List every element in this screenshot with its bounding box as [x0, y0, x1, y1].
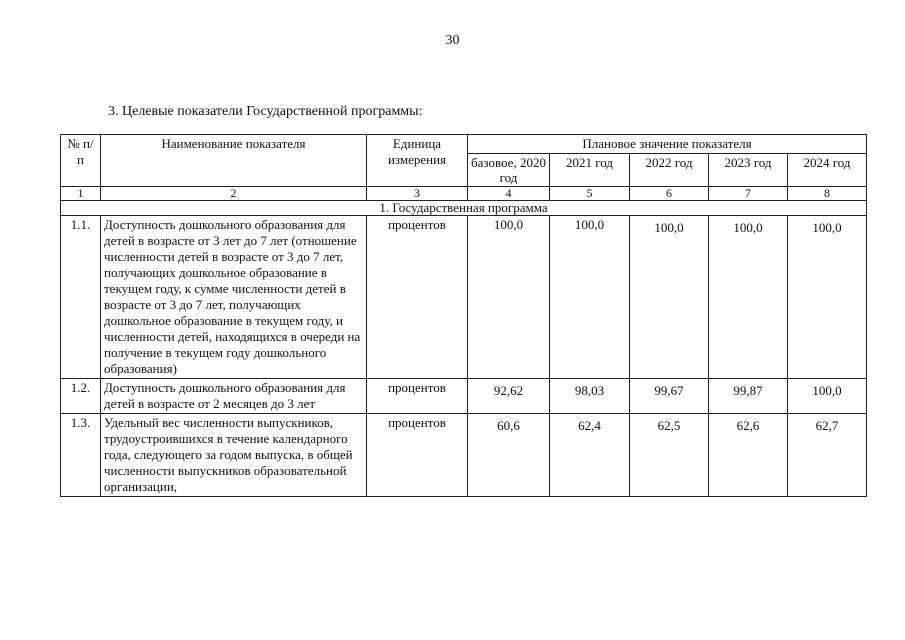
table-row — [61, 414, 867, 497]
group-row — [61, 201, 867, 216]
table-row — [61, 216, 867, 379]
row-value-base: 92,62 — [468, 379, 550, 414]
column-number: 2 — [101, 187, 367, 201]
row-unit: процентов — [367, 379, 468, 414]
header-planned: Плановое значение показателя — [468, 135, 867, 154]
column-number: 5 — [550, 187, 630, 201]
row-name: Доступность дошкольного образования для детей в возрасте от 2 месяцев до 3 лет — [101, 379, 367, 414]
row-value-2022: 100,0 — [630, 216, 709, 379]
row-value-2024: 100,0 — [788, 216, 867, 379]
row-value-2024: 62,7 — [788, 414, 867, 497]
row-num: 1.2. — [61, 379, 101, 414]
column-number-row — [61, 187, 867, 201]
row-name: Удельный вес численности выпускников, трудоустроившихся в течение календарного года, следующего за годом выпуска, в общей численности выпускников образовательной организации, — [101, 414, 367, 497]
header-row-1 — [61, 135, 867, 154]
row-value-2022: 62,5 — [630, 414, 709, 497]
header-num: № п/п — [61, 135, 101, 187]
column-number: 4 — [468, 187, 550, 201]
row-value-2023: 99,87 — [709, 379, 788, 414]
row-value-2021: 98,03 — [550, 379, 630, 414]
row-value-2023: 62,6 — [709, 414, 788, 497]
column-number: 7 — [709, 187, 788, 201]
target-indicators-table — [60, 134, 867, 497]
column-number: 8 — [788, 187, 867, 201]
row-name: Доступность дошкольного образования для детей в возрасте от 3 лет до 7 лет (отношение численности детей в возрасте от 3 до 7 лет, получающих дошкольное образование в текущем году, к сумме численности детей в возрасте от 3 до 7 лет, получающих дошкольное образование в текущем году, и численности детей, находящихся в очереди на получение в текущем году дошкольного образования) — [101, 216, 367, 379]
group-title: 1. Государственная программа — [61, 201, 867, 216]
row-value-base: 100,0 — [468, 216, 550, 379]
column-number: 1 — [61, 187, 101, 201]
row-num: 1.3. — [61, 414, 101, 497]
row-unit: процентов — [367, 414, 468, 497]
column-number: 6 — [630, 187, 709, 201]
header-year-2022: 2022 год — [630, 154, 709, 187]
table-row — [61, 379, 867, 414]
row-value-2023: 100,0 — [709, 216, 788, 379]
header-year-2021: 2021 год — [550, 154, 630, 187]
row-value-2022: 99,67 — [630, 379, 709, 414]
row-unit: процентов — [367, 216, 468, 379]
header-unit: Единица измерения — [367, 135, 468, 187]
header-name: Наименование показателя — [101, 135, 367, 187]
row-value-2021: 62,4 — [550, 414, 630, 497]
header-year-base: базовое, 2020 год — [468, 154, 550, 187]
page-number: 30 — [445, 33, 460, 48]
column-number: 3 — [367, 187, 468, 201]
row-value-2024: 100,0 — [788, 379, 867, 414]
header-year-2023: 2023 год — [709, 154, 788, 187]
section-title: 3. Целевые показатели Государственной программы: — [108, 104, 423, 119]
row-num: 1.1. — [61, 216, 101, 379]
row-value-2021: 100,0 — [550, 216, 630, 379]
row-value-base: 60,6 — [468, 414, 550, 497]
header-year-2024: 2024 год — [788, 154, 867, 187]
